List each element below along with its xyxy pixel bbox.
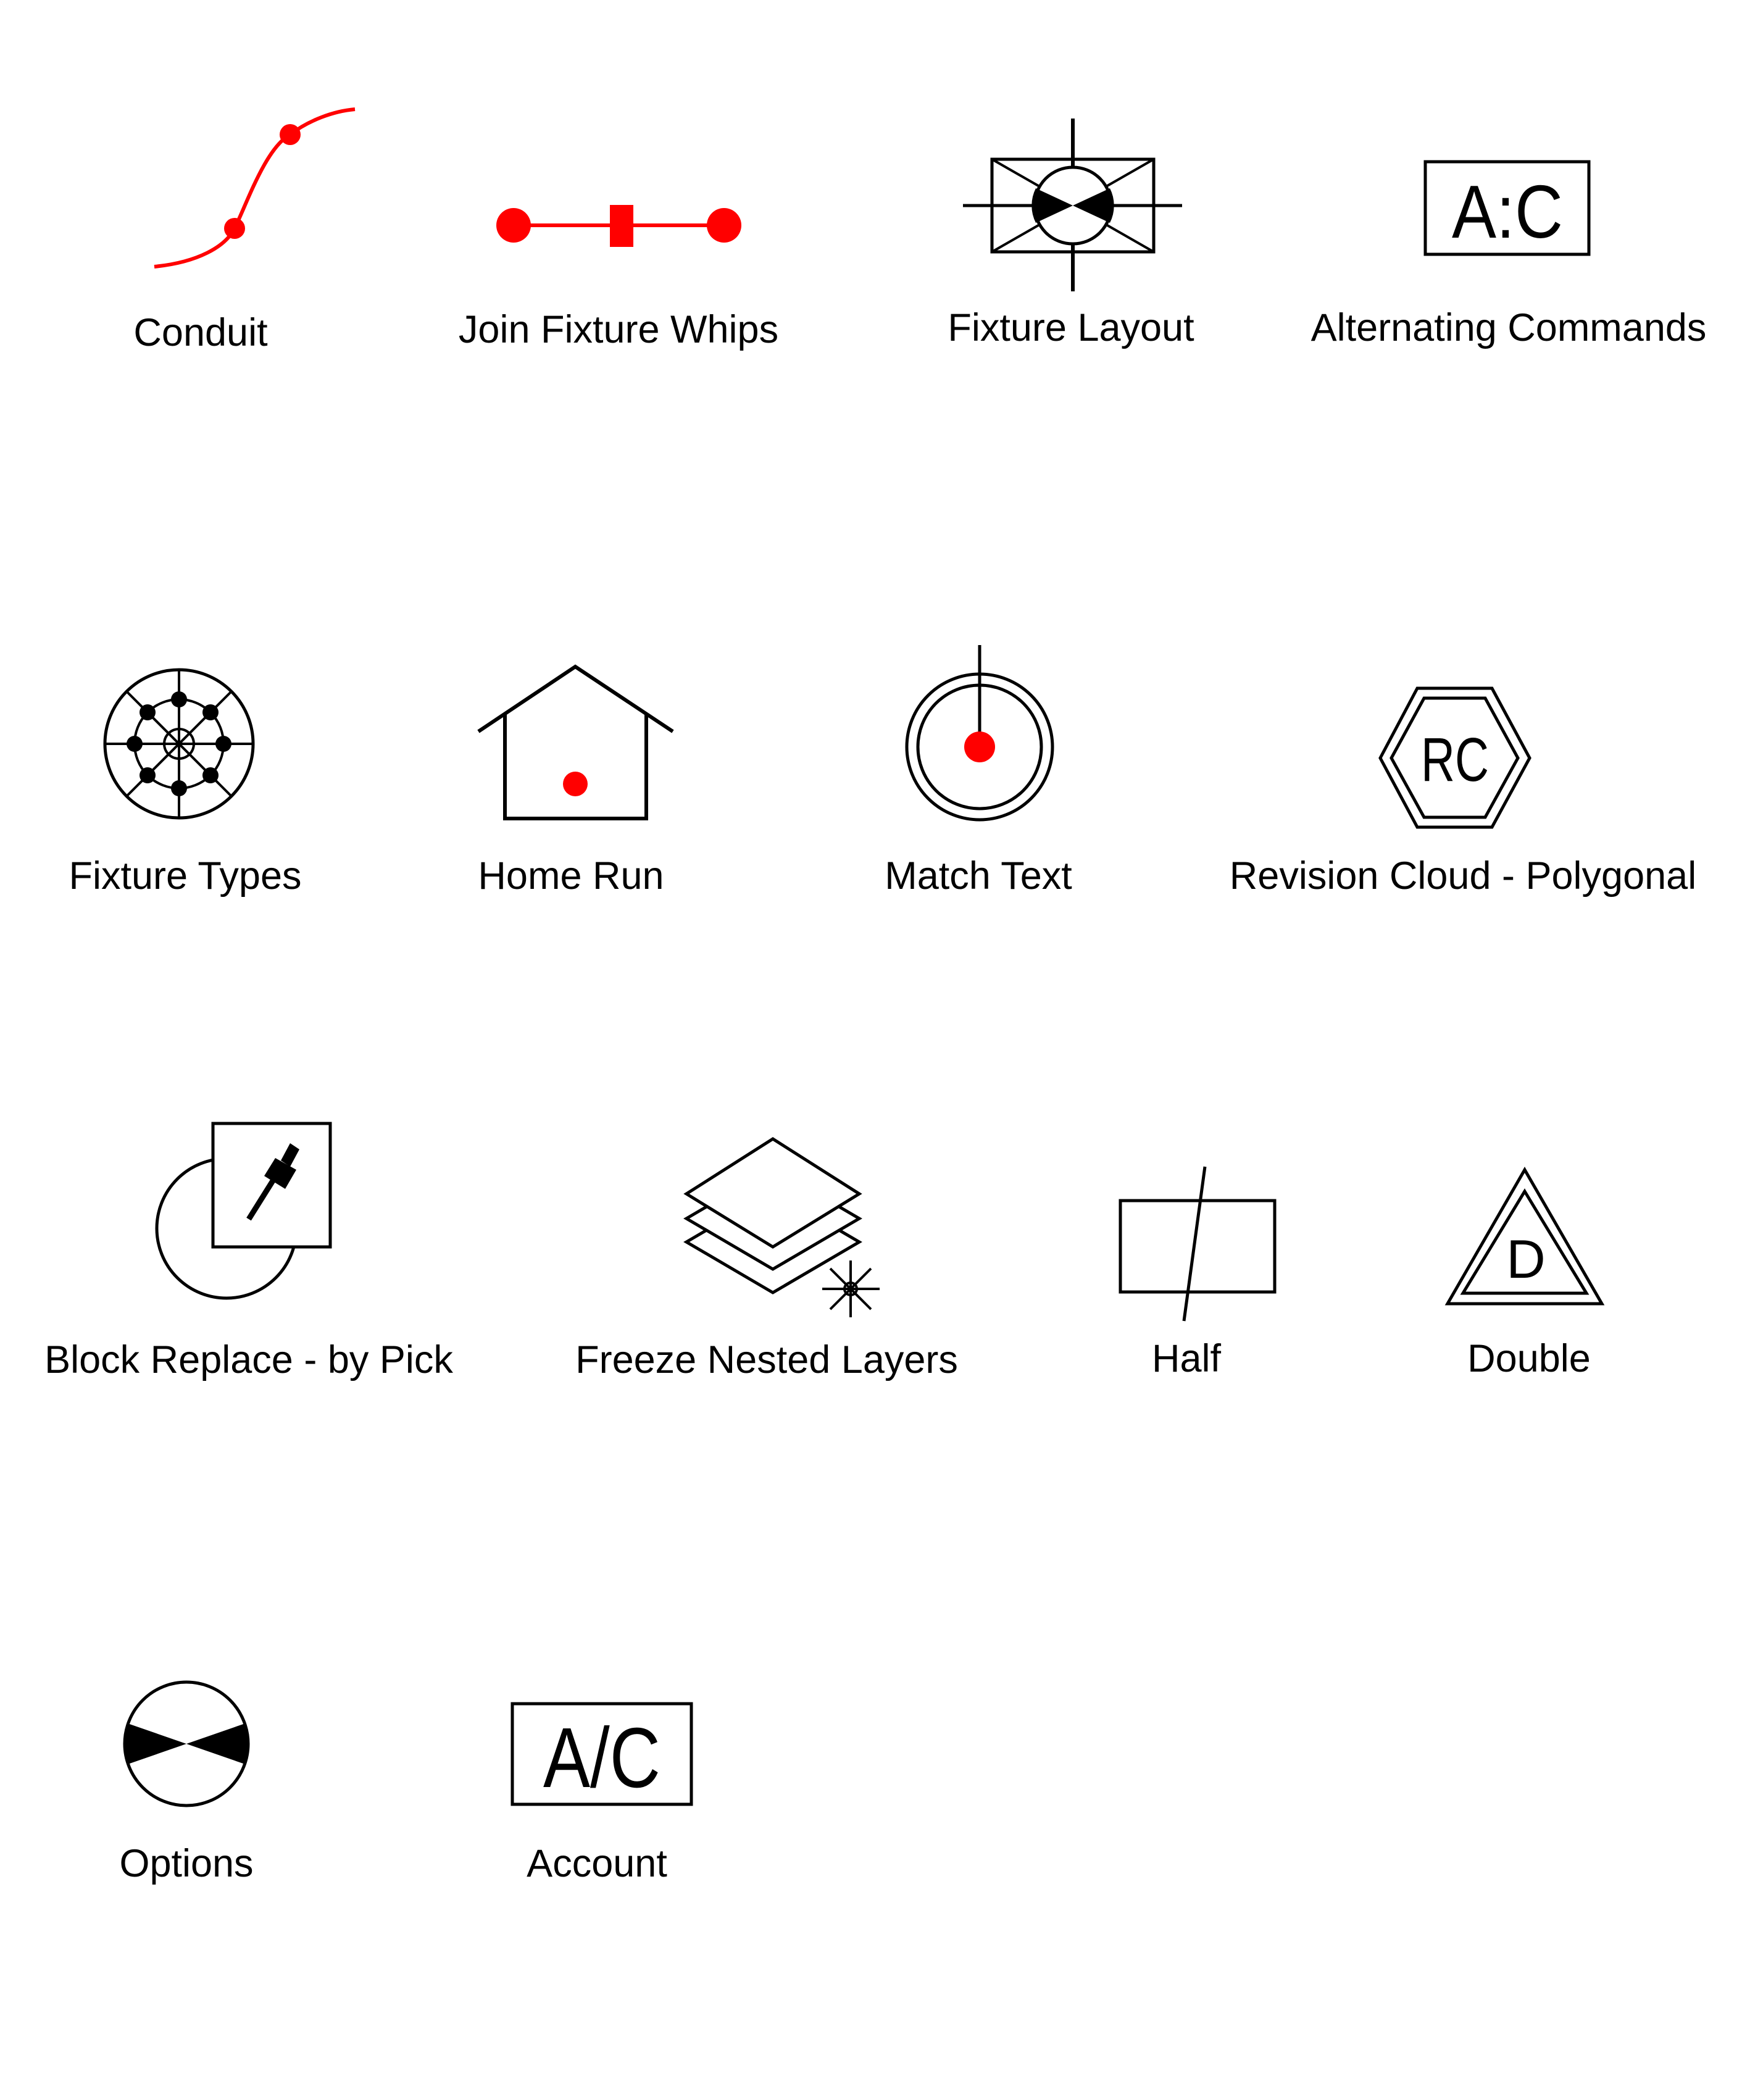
- tool-label: Revision Cloud - Polygonal: [1229, 854, 1697, 898]
- fixture-types-icon: [99, 664, 259, 824]
- half-icon: [1114, 1160, 1281, 1324]
- revision-cloud-icon: [1373, 682, 1534, 830]
- alternating-commands-icon: [1420, 157, 1599, 262]
- tool-label: Join Fixture Whips: [458, 308, 779, 351]
- double-triangle-icon: [1441, 1164, 1608, 1312]
- tool-label: Account: [527, 1842, 667, 1885]
- tool-label: Conduit: [133, 311, 268, 354]
- tool-label: Fixture Layout: [948, 306, 1194, 349]
- tool-label: Home Run: [478, 854, 664, 898]
- fixture-layout-icon: [957, 114, 1185, 293]
- icon-text: A:C: [1452, 170, 1563, 254]
- conduit-icon: [148, 99, 370, 284]
- account-icon: [506, 1698, 694, 1812]
- tool-label: Match Text: [885, 854, 1072, 898]
- icon-text: D: [1506, 1228, 1546, 1290]
- tool-label: Alternating Commands: [1310, 306, 1707, 349]
- join-whips-icon: [488, 198, 753, 253]
- freeze-layers-icon: [679, 1133, 889, 1321]
- match-text-icon: [901, 642, 1056, 827]
- icon-text: A/C: [543, 1710, 660, 1806]
- home-run-icon: [472, 660, 676, 827]
- options-icon: [120, 1678, 253, 1810]
- block-replace-icon: [151, 1117, 336, 1306]
- icon-text: RC: [1421, 725, 1489, 794]
- tool-label: Options: [119, 1842, 254, 1885]
- tool-label: Fixture Types: [69, 854, 302, 898]
- tool-label: Half: [1151, 1337, 1222, 1380]
- tool-label: Block Replace - by Pick: [44, 1338, 453, 1381]
- tool-label: Double: [1467, 1337, 1591, 1380]
- tool-label: Freeze Nested Layers: [575, 1338, 958, 1381]
